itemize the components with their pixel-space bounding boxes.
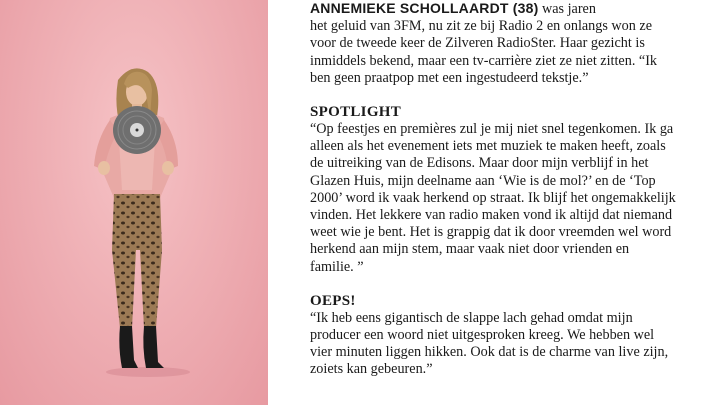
spotlight-line: familie. ”	[310, 258, 364, 275]
spotlight-line: herkend aan mijn stem, maar vaak niet door vrienden en	[310, 241, 630, 258]
vinyl-record-icon	[113, 106, 161, 154]
intro-paragraph	[310, 0, 720, 87]
spotlight-heading: SPOTLIGHT	[310, 104, 402, 121]
oeps-line: producer een woord niet uitgesproken kreeg. We hebben wel	[310, 327, 655, 344]
article-text	[310, 0, 720, 405]
lead-name: ANNEMIEKE SCHOLLAARDT (38)	[310, 0, 539, 16]
oeps-paragraph	[310, 310, 720, 379]
portrait-photo	[0, 0, 268, 405]
spotlight-line: alleen als het evenement iets met muziek te maken heeft, zoals	[310, 138, 666, 155]
spotlight-line: weet wie je bent. Het is grappig dat ik door vreemden wel word	[310, 224, 672, 241]
oeps-line: vier minuten liggen hikken. Ook dat is de charme van live zijn,	[310, 344, 669, 361]
spotlight-line: “Op feestjes en premières zul je mij niet snel tegenkomen. Ik ga	[310, 121, 674, 138]
intro-line: het geluid van 3FM, nu zit ze bij Radio 2 en onlangs won ze	[310, 18, 653, 35]
oeps-line: “Ik heb eens gigantisch de slappe lach gehad omdat mijn	[310, 309, 633, 326]
intro-line: voor de tweede keer de Zilveren RadioSter. Haar gezicht is	[310, 35, 645, 52]
portrait-illustration	[0, 0, 268, 405]
spotlight-paragraph	[310, 121, 720, 276]
intro-line: inmiddels bekend, maar een tv-carrière ziet ze niet zitten. “Ik	[310, 52, 658, 69]
spotlight-line: vinden. Het lekkere van radio maken vond ik altijd dat niemand	[310, 207, 673, 224]
intro-line: ANNEMIEKE SCHOLLAARDT (38) was jaren	[310, 0, 596, 17]
oeps-line: zoiets kan gebeuren.”	[310, 361, 433, 378]
spotlight-line: Glazen Huis, mijn deelname aan ‘Wie is de mol?’ en de ‘Top	[310, 172, 656, 189]
oeps-heading: OEPS!	[310, 292, 356, 309]
intro-line: ben geen praatpop met een ingestudeerd tekstje.”	[310, 69, 589, 86]
spotlight-line: de uitreiking van de Edisons. Maar door mijn verblijf in het	[310, 155, 649, 172]
spotlight-line: 2000’ word ik vaak herkend op straat. Ik blijf het ongemakkelijk	[310, 189, 676, 206]
